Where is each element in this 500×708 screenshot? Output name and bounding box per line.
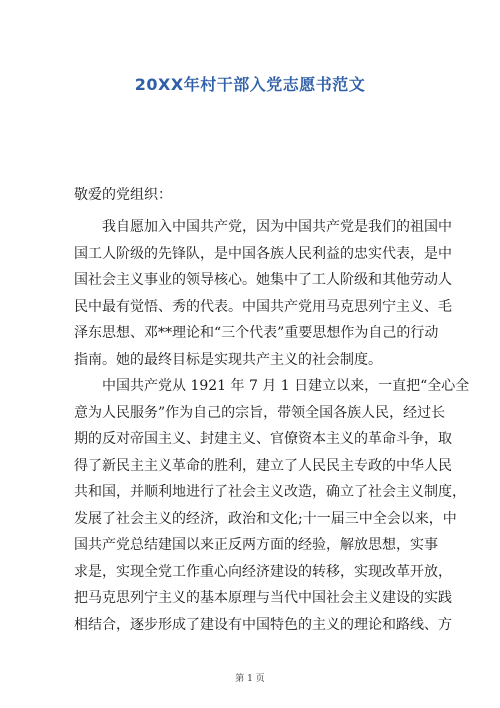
paragraph-line: 国共产党总结建国以来正反两方面的经验，解放思想，实事	[74, 537, 438, 553]
document-title: 20XX年村干部入党志愿书范文	[134, 75, 366, 94]
paragraph-line: 把马克思列宁主义的基本原理与当代中国社会主义建设的实践	[74, 590, 452, 606]
paragraph-line: 意为人民服务”作为自己的宗旨，带领全国各族人民，经过长	[74, 404, 446, 421]
paragraph-line: 得了新民主主义革命的胜利，建立了人民民主专政的中华人民	[74, 457, 452, 474]
paragraph-line: 发展了社会主义的经济，政治和文化;十一届三中全会以来，中	[74, 510, 457, 527]
paragraph-line: 国工人阶级的先锋队，是中国各族人民利益的忠实代表，是中	[74, 245, 452, 262]
paragraph-line: 国社会主义事业的领导核心。她集中了工人阶级和其他劳动人	[74, 272, 452, 288]
salutation: 敬爱的党组织：	[74, 187, 172, 203]
paragraph-line: 我自愿加入中国共产党，因为中国共产党是我们的祖国中	[74, 219, 452, 235]
paragraph-line: 泽东思想、邓**理论和“三个代表”重要思想作为自己的行动	[74, 325, 439, 341]
paragraph-line: 中国共产党从 1921 年 7 月 1 日建立以来，一直把“全心全	[74, 378, 470, 394]
paragraph-line: 求是，实现全党工作重心向经济建设的转移，实现改革开放，	[74, 563, 452, 580]
paragraph-line: 期的反对帝国主义、封建主义、官僚资本主义的革命斗争，取	[74, 431, 452, 447]
page-number: 第 1 页	[235, 674, 265, 684]
paragraph-line: 指南。她的最终目标是实现共产主义的社会制度。	[74, 351, 382, 368]
paragraph-line: 共和国，并顺利地进行了社会主义改造，确立了社会主义制度，	[74, 484, 466, 500]
paragraph-line: 相结合，逐步形成了建设有中国特色的主义的理论和路线、方	[74, 616, 452, 633]
paragraph-1	[74, 214, 452, 373]
paragraph-line: 民中最有觉悟、秀的代表。中国共产党用马克思列宁主义、毛	[74, 298, 452, 315]
paragraph-2	[74, 373, 470, 638]
